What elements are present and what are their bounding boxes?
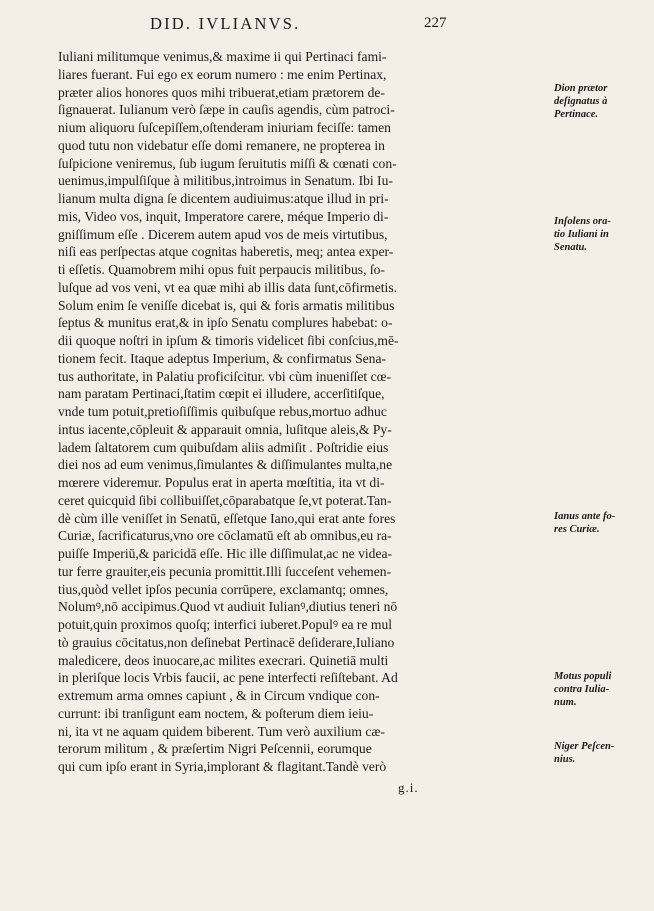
text-line: præter alios honores quos mihi tribuerat,etiam prætorem de- [58,84,385,100]
text-line: ti eſſetis. Quamobrem mihi opus fuit perpaucis militibus, ſo- [58,262,385,277]
text-line: Curiæ, ſacrificaturus,vno ore cōclamatū eſt ab omnibus,eu ra- [58,528,392,544]
text-line: in pleriſque locis Vrbis faucii, ac pene interfecti reſiſtebant. Ad [58,670,398,686]
margin-note [554,670,654,709]
text-line: ſuſpicione veniremus, ſub iugum ſeruitutis miſſi & cœnati con- [58,155,397,171]
text-line: ni, ita vt ne aquam quidem biberent. Tum verò auxilium cæ- [58,723,385,739]
signature-mark: g.i. [398,780,419,795]
margin-note [554,215,654,254]
text-line: quod tutu non videbatur eſſe domi remanere, ne propterea in [58,137,385,153]
margin-note-line: Pertinace. [554,109,599,120]
margin-note-line: nius. [554,754,576,765]
text-line: dè cùm ille veniſſet in Senatū, eſſetque Iano,qui erat ante fores [58,510,396,526]
margin-note [554,82,654,121]
text-line: mœrere videremur. Populus erat in aperta mœſtitia, ita vt di- [58,475,385,490]
text-line: dii quoque noſtri in ipſum & timoris videlicet ſibi conſcius,mē- [58,333,399,348]
text-line: ſeptus & munitus erat,& in ipſo Senatu complures habebat: o- [58,315,393,331]
page-header [0,14,600,38]
margin-note-line: contra Iulia- [554,684,610,695]
text-line: uenimus,impulſiſque à militibus,introimus in Senatum. Ibi Iu- [58,173,393,189]
main-text-block [58,48,616,776]
text-line: ceret quicquid ſibi collibuiſſet,cōparabatque ſe,vt poterat.Tan- [58,492,392,508]
text-line: qui cum ipſo erant in Syria,implorant & flagitant.Tandè verò [58,759,387,774]
text-line: tò grauius cōcitatus,non deſinebat Pertinacē deſiderare,Iuliano [58,634,395,650]
text-line: potuit,quin proximos quoſq; interfici iuberet.Populꝰ ea re mul [58,617,393,632]
text-line: nium aliquoru ſuſcepiſſem,oſtenderam iniuriam feciſſe: tamen [58,120,391,135]
text-line: Nolumꝰ,nō accipimus.Quod vt audiuit Iulianꝰ,diutius teneri nō [58,599,398,615]
text-line: tius,quòd vellet ipſos pecunia corrūpere, exclamantq; omnes, [58,581,389,597]
margin-note-line: Niger Peſcen- [554,741,615,752]
text-line: luſque ad vos veni, vt ea quæ mihi ab illis data ſunt,cōfirmetis. [58,279,398,295]
text-line: Iuliani militumque venimus,& maxime ii qui Pertinaci fami- [58,49,387,64]
text-line: puiſſe Imperiū,& paricidā eſſe. Hic ille diſſimulat,ac ne videa- [58,546,393,561]
text-line: tur ferre grauiter,eis pecunia promittit.Illi ſucceſent vehemen- [58,563,392,579]
text-line: ſignauerat. Iulianum verò ſæpe in cauſis agendis, cùm patroci- [58,102,395,118]
margin-note-line: Senatu. [554,242,587,253]
text-line: ladem ſaltatorem cum quibuſdam aliis admiſit . Poſtridie eius [58,439,389,455]
text-line: extremum arma omnes capiunt , & in Circum vndique con- [58,688,380,703]
margin-note-line: num. [554,697,577,708]
text-line: terorum militum , & præſertim Nigri Peſcennii, eorumque [58,741,372,757]
margin-note [554,510,654,536]
margin-note-line: Motus populi [554,671,612,682]
text-line: gniſſimum eſſe . Dicerem autem apud vos de meis virtutibus, [58,226,388,242]
text-line: currunt: ibi tranſigunt eam noctem, & poſterum diem ieiu- [58,705,374,721]
text-line: liares fuerant. Fui ego ex eorum numero : me enim Pertinax, [58,66,387,82]
text-line: mis, Video vos, inquit, Imperatore carere, méque Imperio di- [58,208,389,224]
text-line: maledicere, deos inuocare,ac milites execrari. Quinetiā multi [58,652,389,668]
text-line: niſi eas perſpectas atque cognitas haberetis, meq; antea exper- [58,244,394,260]
margin-note-line: Ianus ante fo- [554,511,616,522]
text-line: diei nos ad eum venimus,ſimulantes & diſſimulantes multa,ne [58,457,393,473]
margin-note-line: tio Iuliani in [554,229,609,240]
text-line: vnde tum potuit,pretioſiſſimis quibuſque rebus,mortuo adhuc [58,404,387,419]
text-line: intus iacente,cōpleuit & apparauit omnia, luſitque aleis,& Py- [58,421,392,437]
margin-note-line: Dion prætor [554,83,608,94]
running-head: DID. IVLIANVS. [150,14,301,33]
margin-note-line: Inſolens ora- [554,216,611,227]
text-line: Solum enim ſe veniſſe dicebat is, qui & foris armatis militibus [58,297,395,313]
text-line: nam paratam Pertinaci,ſtatim cœpit ei illudere, accerſitiſque, [58,386,385,402]
margin-note-line: deſignatus à [554,96,608,107]
margin-note [554,740,654,766]
margin-note-line: res Curiæ. [554,524,600,535]
text-line: lianum multa digna ſe dicentem audiuimus:atque illud in pri- [58,191,389,206]
text-line: tionem fecit. Itaque adeptus Imperium, & confirmatus Sena- [58,350,387,366]
page-number: 227 [424,15,447,31]
text-line: tus authoritate, in Palatiu proficiſcitur. vbi cùm inueniſſet cœ- [58,368,391,384]
